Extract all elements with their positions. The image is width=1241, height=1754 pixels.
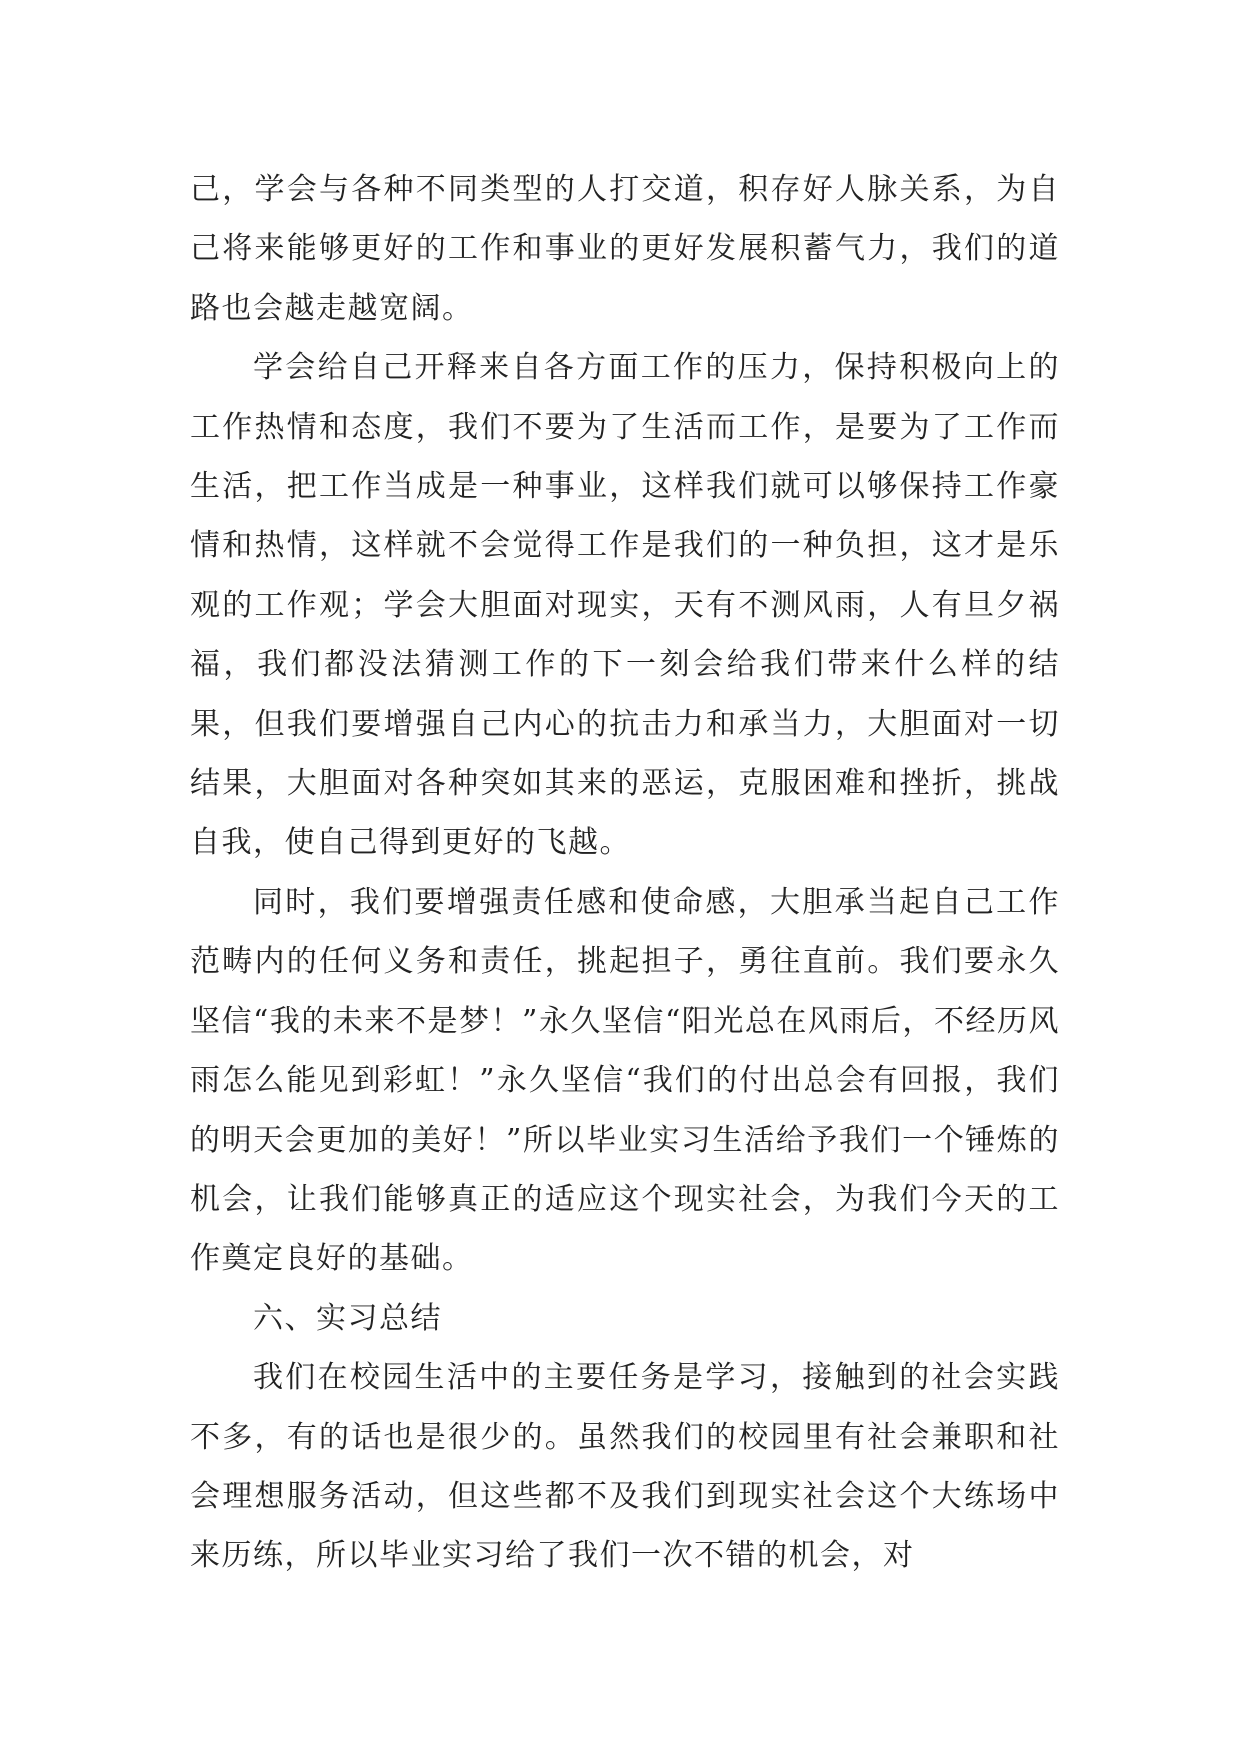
paragraph-continuation: 己，学会与各种不同类型的人打交道，积存好人脉关系，为自己将来能够更好的工作和事业的更好发展积蓄气力，我们的道路也会越走越宽阔。 — [190, 172, 1060, 326]
paragraph-internship-summary: 我们在校园生活中的主要任务是学习，接触到的社会实践不多，有的话也是很少的。虽然我们的校园里有社会兼职和社会理想服务活动，但这些都不及我们到现实社会这个大练场中来历练，所以毕业实习给了我们一次不错的机会，对 — [190, 1360, 1060, 1574]
section-heading: 六、实习总结 — [253, 1300, 442, 1336]
paragraph-work-pressure: 学会给自己开释来自各方面工作的压力，保持积极向上的工作热情和态度，我们不要为了生活而工作，是要为了工作而生活，把工作当成是一种事业，这样我们就可以够保持工作豪情和热情，这样就不会觉得工作是我们的一种负担，这才是乐观的工作观；学会大胆面对现实，天有不测风雨，人有旦夕祸福，我们都没法猜测工作的下一刻会给我们带来什么样的结果，但我们要增强自己内心的抗击力和承当力，大胆面对一切结果，大胆面对各种突如其来的恶运，克服困难和挫折，挑战自我，使自己得到更好的飞越。 — [190, 350, 1060, 861]
paragraph-responsibility: 同时，我们要增强责任感和使命感，大胆承当起自己工作范畴内的任何义务和责任，挑起担子，勇往直前。我们要永久坚信“我的未来不是梦！”永久坚信“阳光总在风雨后，不经历风雨怎么能见到彩虹！”永久坚信“我们的付出总会有回报，我们的明天会更加的美好！”所以毕业实习生活给予我们一个锤炼的机会，让我们能够真正的适应这个现实社会，为我们今天的工作奠定良好的基础。 — [190, 884, 1060, 1277]
document-body — [190, 160, 1060, 1586]
